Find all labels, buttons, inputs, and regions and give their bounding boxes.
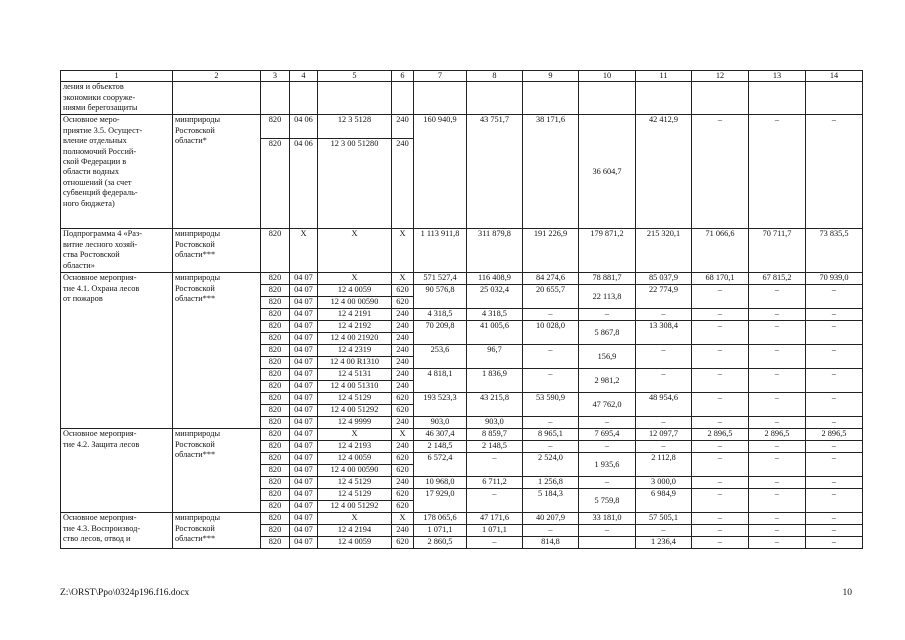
table-cell: –: [692, 525, 749, 537]
table-cell: –: [749, 537, 806, 549]
table-cell: 1 935,6: [579, 453, 636, 477]
table-cell: 04 07: [290, 441, 318, 453]
table-cell: 820: [261, 321, 290, 333]
table-cell: 04 07: [290, 345, 318, 357]
row-name-text: Основное меро- приятие 3.5. Осущест- вление отдельных полномочий Россий- ской Федерации в области водных отношений (за счет субвенций федераль- ного бюджета): [61, 115, 173, 229]
table-cell: –: [806, 489, 863, 513]
table-cell: 311 879,8: [467, 229, 523, 273]
table-cell: –: [523, 441, 579, 453]
table-cell: 820: [261, 465, 290, 477]
column-header: 7: [414, 71, 467, 82]
table-cell: 68 170,1: [692, 273, 749, 285]
table-cell: [173, 82, 261, 115]
table-cell: 78 881,7: [579, 273, 636, 285]
table-cell: 12 4 2319: [318, 345, 392, 357]
table-cell: 2 524,0: [523, 453, 579, 477]
table-cell: X: [318, 429, 392, 441]
table-cell: –: [806, 369, 863, 393]
executor-text: минприроды Ростовской области***: [173, 229, 261, 273]
table-cell: 73 835,5: [806, 229, 863, 273]
table-cell: 820: [261, 393, 290, 405]
table-cell: 04 07: [290, 381, 318, 393]
table-cell: 240: [392, 345, 414, 357]
table-cell: 820: [261, 369, 290, 381]
table-cell: –: [749, 321, 806, 345]
table-cell: 12 4 9999: [318, 417, 392, 429]
table-cell: 70 209,8: [414, 321, 467, 345]
table-cell: –: [692, 489, 749, 513]
table-cell: 2 981,2: [579, 369, 636, 393]
table-cell: –: [749, 453, 806, 477]
table-cell: 96,7: [467, 345, 523, 369]
table-row: [61, 82, 863, 115]
table-cell: X: [392, 429, 414, 441]
table-cell: 160 940,9: [414, 115, 467, 229]
table-cell: 240: [392, 417, 414, 429]
table-row: [61, 429, 863, 441]
table-cell: 53 590,9: [523, 393, 579, 417]
table-cell: 36 604,7: [579, 115, 636, 229]
table-cell: 71 066,6: [692, 229, 749, 273]
table-cell: 2 148,5: [414, 441, 467, 453]
column-header: 13: [749, 71, 806, 82]
table-cell: 12 4 00 51292: [318, 405, 392, 417]
table-cell: 240: [392, 321, 414, 333]
table-cell: 22 774,9: [636, 285, 692, 309]
table-cell: 20 655,7: [523, 285, 579, 309]
table-cell: 12 4 2192: [318, 321, 392, 333]
table-cell: 17 929,0: [414, 489, 467, 513]
table-cell: –: [579, 477, 636, 489]
table-cell: 46 307,4: [414, 429, 467, 441]
table-row: [61, 229, 863, 273]
table-cell: 70 711,7: [749, 229, 806, 273]
table-cell: 04 07: [290, 273, 318, 285]
table-cell: 903,0: [414, 417, 467, 429]
table-cell: 04 07: [290, 477, 318, 489]
table-cell: 12 4 2193: [318, 441, 392, 453]
table-cell: 04 07: [290, 489, 318, 501]
table-cell: 1 071,1: [467, 525, 523, 537]
table-cell: –: [749, 369, 806, 393]
table-cell: 620: [392, 405, 414, 417]
table-cell: 6 984,9: [636, 489, 692, 513]
table-cell: 191 226,9: [523, 229, 579, 273]
table-cell: 90 576,8: [414, 285, 467, 309]
table-cell: 04 07: [290, 429, 318, 441]
table-cell: 1 236,4: [636, 537, 692, 549]
table-cell: –: [692, 115, 749, 229]
table-cell: 40 207,9: [523, 513, 579, 525]
table-cell: 3 000,0: [636, 477, 692, 489]
table-cell: –: [806, 393, 863, 417]
column-header: 2: [173, 71, 261, 82]
table-cell: 43 215,8: [467, 393, 523, 417]
table-cell: 57 505,1: [636, 513, 692, 525]
table-cell: 12 4 0059: [318, 537, 392, 549]
table-cell: 571 527,4: [414, 273, 467, 285]
table-cell: –: [579, 417, 636, 429]
column-header: 5: [318, 71, 392, 82]
table-cell: [414, 82, 467, 115]
table-cell: –: [636, 525, 692, 537]
table-cell: 1 836,9: [467, 369, 523, 393]
table-cell: 253,6: [414, 345, 467, 369]
table-cell: 215 320,1: [636, 229, 692, 273]
table-cell: 620: [392, 489, 414, 501]
table-row: [61, 71, 863, 82]
table-cell: 12 4 00 51310: [318, 381, 392, 393]
table-cell: 620: [392, 393, 414, 405]
table-cell: –: [692, 417, 749, 429]
table-cell: 5 759,8: [579, 489, 636, 513]
table-cell: X: [392, 229, 414, 273]
table-cell: –: [749, 393, 806, 417]
table-cell: 820: [261, 525, 290, 537]
table-cell: –: [636, 441, 692, 453]
table-cell: 25 032,4: [467, 285, 523, 309]
row-name-text: Основное мероприя- тие 4.2. Защита лесов: [61, 429, 173, 513]
table-cell: –: [579, 309, 636, 321]
table-cell: –: [806, 309, 863, 321]
table-cell: 12 4 00 51292: [318, 501, 392, 513]
table-cell: 1 113 911,8: [414, 229, 467, 273]
table-cell: 240: [392, 333, 414, 345]
table-cell: –: [749, 477, 806, 489]
table-cell: 820: [261, 489, 290, 501]
table-cell: –: [636, 309, 692, 321]
table-cell: [467, 82, 523, 115]
page-number: 10: [842, 588, 852, 598]
table-cell: 1 071,1: [414, 525, 467, 537]
table-cell: [806, 82, 863, 115]
table-cell: 47 762,0: [579, 393, 636, 417]
table-cell: X: [318, 513, 392, 525]
table-cell: 04 07: [290, 321, 318, 333]
table-cell: 04 06: [290, 139, 318, 229]
column-header: 8: [467, 71, 523, 82]
table-cell: 240: [392, 139, 414, 229]
table-cell: –: [692, 321, 749, 345]
table-cell: 04 07: [290, 393, 318, 405]
table-cell: 179 871,2: [579, 229, 636, 273]
table-cell: –: [749, 513, 806, 525]
column-header: 3: [261, 71, 290, 82]
table-cell: –: [467, 453, 523, 477]
table-cell: 04 07: [290, 501, 318, 513]
table-cell: 2 896,5: [692, 429, 749, 441]
row-name-text: ления и объектов экономики сооруже- ниями берегозащиты: [61, 82, 173, 115]
table-cell: 04 07: [290, 465, 318, 477]
table-cell: 04 07: [290, 405, 318, 417]
table-cell: 2 860,5: [414, 537, 467, 549]
table-cell: 820: [261, 453, 290, 465]
table-cell: –: [636, 417, 692, 429]
column-header: 12: [692, 71, 749, 82]
table-cell: 240: [392, 525, 414, 537]
table-cell: [636, 82, 692, 115]
table-cell: –: [636, 369, 692, 393]
table-cell: 70 939,0: [806, 273, 863, 285]
table-cell: 820: [261, 537, 290, 549]
table-cell: 5 867,8: [579, 321, 636, 345]
table-row: [61, 273, 863, 285]
table-cell: [749, 82, 806, 115]
table-cell: –: [806, 345, 863, 369]
table-cell: 47 171,6: [467, 513, 523, 525]
table-cell: –: [692, 441, 749, 453]
table-cell: 22 113,8: [579, 285, 636, 309]
table-cell: 193 523,3: [414, 393, 467, 417]
table-cell: 5 184,3: [523, 489, 579, 513]
table-cell: [318, 82, 392, 115]
table-cell: X: [392, 513, 414, 525]
row-name-text: Основное мероприя- тие 4.3. Воспроизвод- ство лесов, отвод и: [61, 513, 173, 549]
table-cell: 12 4 2191: [318, 309, 392, 321]
table-cell: 116 408,9: [467, 273, 523, 285]
table-cell: –: [692, 345, 749, 369]
table-cell: 820: [261, 441, 290, 453]
table-cell: 4 318,5: [414, 309, 467, 321]
table-cell: –: [579, 441, 636, 453]
table-cell: 12 4 5129: [318, 393, 392, 405]
table-cell: –: [749, 309, 806, 321]
table-cell: 12 4 2194: [318, 525, 392, 537]
executor-text: минприроды Ростовской области***: [173, 513, 261, 549]
table-cell: 10 968,0: [414, 477, 467, 489]
table-cell: 4 318,5: [467, 309, 523, 321]
table-cell: –: [749, 285, 806, 309]
table-cell: 04 07: [290, 453, 318, 465]
table-cell: 10 028,0: [523, 321, 579, 345]
table-cell: 41 005,6: [467, 321, 523, 345]
table-cell: 12 4 00 R1310: [318, 357, 392, 369]
table-cell: 240: [392, 369, 414, 381]
table-cell: 04 07: [290, 525, 318, 537]
table-cell: –: [749, 489, 806, 513]
table-cell: 820: [261, 229, 290, 273]
table-cell: [523, 82, 579, 115]
table-cell: 04 07: [290, 285, 318, 297]
table-cell: 240: [392, 441, 414, 453]
table-cell: 04 07: [290, 513, 318, 525]
table-cell: X: [318, 229, 392, 273]
table-cell: [692, 82, 749, 115]
table-cell: –: [636, 345, 692, 369]
table-cell: –: [523, 369, 579, 393]
table-cell: [392, 82, 414, 115]
table-cell: 04 07: [290, 333, 318, 345]
table-cell: 13 308,4: [636, 321, 692, 345]
table-cell: 240: [392, 381, 414, 393]
table-cell: –: [806, 513, 863, 525]
table-cell: 156,9: [579, 345, 636, 369]
table-cell: 12 4 5129: [318, 489, 392, 501]
table-cell: –: [806, 441, 863, 453]
table-cell: 2 148,5: [467, 441, 523, 453]
table-cell: –: [523, 525, 579, 537]
table-cell: –: [692, 513, 749, 525]
table-cell: –: [749, 417, 806, 429]
executor-text: минприроды Ростовской области***: [173, 429, 261, 513]
table-cell: 620: [392, 465, 414, 477]
table-cell: X: [392, 273, 414, 285]
table-cell: 85 037,9: [636, 273, 692, 285]
table-cell: –: [692, 453, 749, 477]
table-cell: 820: [261, 477, 290, 489]
table-cell: 820: [261, 309, 290, 321]
table-cell: 38 171,6: [523, 115, 579, 229]
table-cell: 820: [261, 513, 290, 525]
executor-text: минприроды Ростовской области***: [173, 273, 261, 429]
table-cell: –: [749, 345, 806, 369]
table-cell: 48 954,6: [636, 393, 692, 417]
table-cell: 620: [392, 297, 414, 309]
table-cell: 820: [261, 333, 290, 345]
table-cell: 67 815,2: [749, 273, 806, 285]
table-cell: 903,0: [467, 417, 523, 429]
table-cell: –: [806, 477, 863, 489]
budget-table: [60, 70, 863, 549]
column-header: 6: [392, 71, 414, 82]
table-cell: 04 07: [290, 357, 318, 369]
table-cell: 820: [261, 273, 290, 285]
table-cell: –: [692, 537, 749, 549]
table-cell: –: [806, 525, 863, 537]
table-cell: –: [467, 489, 523, 513]
table-cell: 12 4 00 00590: [318, 297, 392, 309]
table-cell: –: [749, 525, 806, 537]
table-cell: 820: [261, 115, 290, 139]
table-cell: –: [692, 309, 749, 321]
executor-text: минприроды Ростовской области*: [173, 115, 261, 229]
table-cell: –: [692, 369, 749, 393]
table-cell: [579, 537, 636, 549]
table-cell: 43 751,7: [467, 115, 523, 229]
table-cell: –: [467, 537, 523, 549]
table-cell: [261, 82, 290, 115]
table-cell: 04 07: [290, 297, 318, 309]
table-cell: 240: [392, 357, 414, 369]
table-cell: [579, 82, 636, 115]
table-cell: 240: [392, 115, 414, 139]
column-header: 9: [523, 71, 579, 82]
table-cell: 620: [392, 501, 414, 513]
table-cell: –: [806, 417, 863, 429]
table-cell: 12 4 00 21920: [318, 333, 392, 345]
table-cell: 33 181,0: [579, 513, 636, 525]
table-cell: 7 695,4: [579, 429, 636, 441]
table-cell: 12 4 00 00590: [318, 465, 392, 477]
table-cell: –: [692, 393, 749, 417]
table-cell: 12 4 0059: [318, 453, 392, 465]
table-cell: –: [523, 309, 579, 321]
table-cell: 820: [261, 139, 290, 229]
table-cell: 1 256,8: [523, 477, 579, 489]
row-name-text: Подпрограмма 4 «Раз- витие лесного хозяй- ства Ростовской области»: [61, 229, 173, 273]
table-cell: –: [749, 441, 806, 453]
table-cell: 12 4 5131: [318, 369, 392, 381]
table-cell: –: [692, 477, 749, 489]
table-cell: –: [806, 285, 863, 309]
table-cell: 12 4 0059: [318, 285, 392, 297]
table-cell: –: [523, 345, 579, 369]
column-header: 10: [579, 71, 636, 82]
column-header: 4: [290, 71, 318, 82]
table-cell: 240: [392, 309, 414, 321]
table-cell: 620: [392, 537, 414, 549]
table-cell: 820: [261, 417, 290, 429]
table-cell: 820: [261, 381, 290, 393]
table-cell: –: [692, 285, 749, 309]
column-header: 1: [61, 71, 173, 82]
table-cell: 2 896,5: [749, 429, 806, 441]
table-cell: –: [806, 537, 863, 549]
table-cell: 820: [261, 285, 290, 297]
table-cell: 04 07: [290, 537, 318, 549]
table-cell: X: [290, 229, 318, 273]
table-row: [61, 513, 863, 525]
table-cell: 820: [261, 357, 290, 369]
table-cell: 84 274,6: [523, 273, 579, 285]
table-cell: 178 065,6: [414, 513, 467, 525]
table-cell: 2 112,8: [636, 453, 692, 477]
table-cell: 240: [392, 477, 414, 489]
table-cell: 12 4 5129: [318, 477, 392, 489]
column-header: 11: [636, 71, 692, 82]
table-cell: 814,8: [523, 537, 579, 549]
table-cell: –: [806, 453, 863, 477]
table-cell: 620: [392, 285, 414, 297]
table-row: [61, 115, 863, 139]
table-cell: 8 859,7: [467, 429, 523, 441]
table-cell: 04 07: [290, 309, 318, 321]
table-cell: 820: [261, 297, 290, 309]
table-cell: 820: [261, 405, 290, 417]
table-cell: –: [806, 321, 863, 345]
table-cell: [290, 82, 318, 115]
table-cell: 4 818,1: [414, 369, 467, 393]
table-cell: 12 3 00 51280: [318, 139, 392, 229]
table-cell: 620: [392, 453, 414, 465]
table-cell: 6 572,4: [414, 453, 467, 477]
table-cell: 42 412,9: [636, 115, 692, 229]
table-cell: 820: [261, 345, 290, 357]
table-cell: 2 896,5: [806, 429, 863, 441]
column-header: 14: [806, 71, 863, 82]
footer-file-path: Z:\ORST\Ppo\0324p196.f16.docx: [60, 588, 190, 598]
row-name-text: Основное мероприя- тие 4.1. Охрана лесов от пожаров: [61, 273, 173, 429]
table-cell: 04 06: [290, 115, 318, 139]
table-cell: 820: [261, 501, 290, 513]
table-cell: 12 097,7: [636, 429, 692, 441]
table-cell: –: [749, 115, 806, 229]
table-cell: 6 711,2: [467, 477, 523, 489]
table-cell: 8 965,1: [523, 429, 579, 441]
table-cell: 04 07: [290, 369, 318, 381]
table-cell: –: [806, 115, 863, 229]
table-cell: 820: [261, 429, 290, 441]
table-cell: –: [579, 525, 636, 537]
table-cell: –: [523, 417, 579, 429]
table-cell: 12 3 5128: [318, 115, 392, 139]
table-cell: 04 07: [290, 417, 318, 429]
table-cell: X: [318, 273, 392, 285]
